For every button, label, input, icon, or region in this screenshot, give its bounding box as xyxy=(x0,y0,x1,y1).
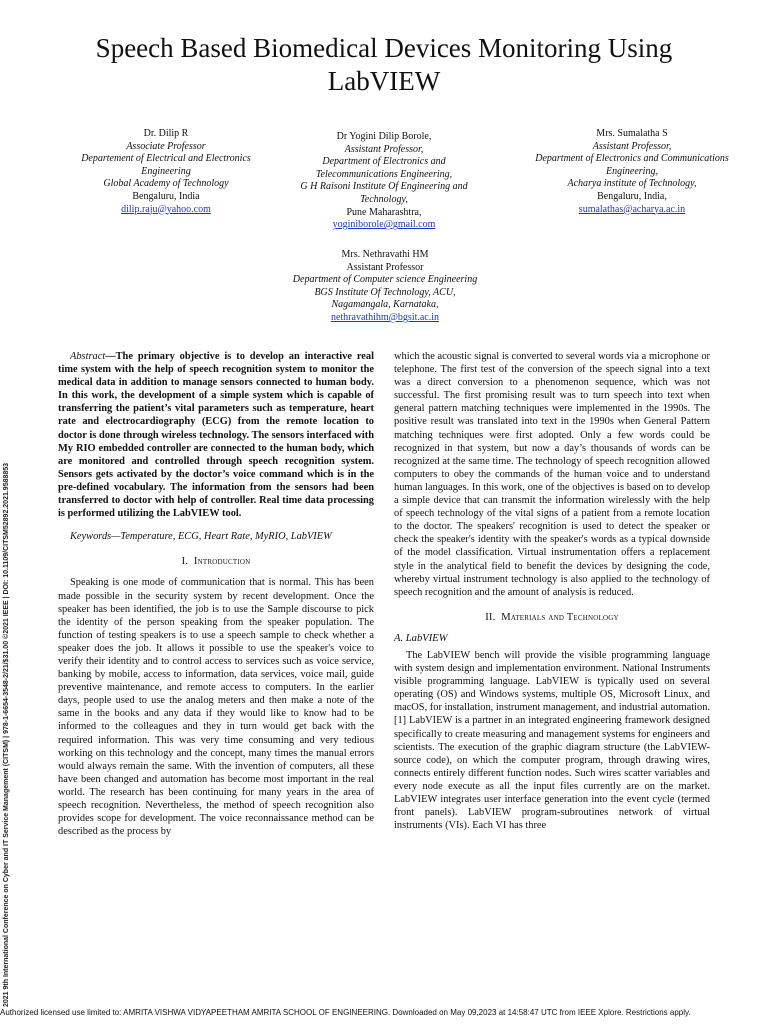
section-number: I. xyxy=(181,556,189,568)
abstract xyxy=(58,350,374,520)
author-department: Departement of Electrical and Electronics Engineering xyxy=(81,153,251,177)
author-block-4 xyxy=(292,249,478,325)
section-heading-introduction xyxy=(58,555,374,568)
author-name: Dr Yogini Dilip Borole, xyxy=(336,131,432,142)
left-column xyxy=(58,350,374,838)
author-institution: BGS Institute Of Technology, ACU, xyxy=(314,286,456,298)
author-role: Assistant Professor xyxy=(346,261,424,273)
author-name: Dr. Dilip R xyxy=(143,128,189,139)
section-title: Introduction xyxy=(193,556,251,568)
author-block-1 xyxy=(66,128,266,216)
author-role: Assistant Professor, xyxy=(344,143,424,155)
author-city: Pune Maharashtra, xyxy=(346,206,422,218)
keywords-body: —Temperature, ECG, Heart Rate, MyRIO, LabVIEW xyxy=(111,531,332,543)
author-department: Department of Electronics and Communications Engineering, xyxy=(535,153,729,177)
author-city: Nagamangala, Karnataka, xyxy=(331,299,439,311)
author-email-link[interactable]: dilip.raju@yahoo.com xyxy=(121,203,211,215)
subsection-heading-labview: A. LabVIEW xyxy=(394,632,448,644)
introduction-paragraph: Speaking is one mode of communication that is normal. This has been made possible in the security system by recent development. Once the speaker has been identified, the job is to use the Sample discourse to pick the identity of the person speaking from the speaker population. The function of testing speakers is to use a speech sample to check whether a speaker does the job. It allows it possible to use the speaker's voice to verify their identity and to control access to services such as voice service, banking by mobile, access to information, data services, voice mail, guide preventive maintenance, and remote access to computers. In the earlier days, people used to use the analog meters and then make a note of the same in the books and any data if they would like to know had to be informed to the colleagues and they in turn would get back with the required information. This was very time consuming and very tedious working on this technology and the concept, many times the manual errors would always remain the same. With the invention of computers, all these have been changed and automation has become most important in the real world. The research has been continuing for many years in the area of speech recognition. Nevertheless, the method of speech recognition also provides scope for development. The voice reconnaissance method can be described as the process by xyxy=(58,577,374,838)
author-email-link[interactable]: yoginiborole@gmail.com xyxy=(332,219,436,231)
author-department: Department of Electronics and Telecommunications Engineering, xyxy=(315,156,453,180)
keywords xyxy=(58,530,374,543)
author-email-link[interactable]: nethravathihm@bgsit.ac.in xyxy=(330,311,440,323)
right-column xyxy=(394,350,710,832)
author-institution: G H Raisoni Institute Of Engineering and Technology, xyxy=(300,181,468,205)
author-role: Associate Professor xyxy=(126,140,206,152)
author-city: Bengaluru, India, xyxy=(597,190,667,202)
labview-paragraph: The LabVIEW bench will provide the visible programming language with system design and implementation environment. National Instruments visible programming language. LabVIEW is typically used on several operating (OS) and Windows systems, multiple OS, Microsoft Linux, and macOS, for installation, instrument management, and industrial automation.[1] LabVIEW is a partner in an integrated engineering framework designed specifically to create measuring and management systems for engineers and scientists. The execution of the graphic diagram structure (the LabVIEW-source code), on which the computer program, through drawing wires, connects entirely different function nodes. Such wires scatter variables and every node execute as all the input files currently are on the market. LabVIEW integrates user interface generation into the event cycle (termed front panels). LabVIEW program-subroutines network of virtual instruments (VIs). Each VI has three xyxy=(394,649,710,832)
author-name: Mrs. Sumalatha S xyxy=(596,128,668,139)
author-role: Assistant Professor, xyxy=(592,140,672,152)
introduction-continued-paragraph: which the acoustic signal is converted to several words via a microphone or telephone. The first test of the conversion of the speech signal into a text was a direct conversion to a phenomenon sequence, which was not successful. The first promising result was to turn speech into text when general pattern matching techniques were implemented in the 1990s. The positive result was translated into text in the 1990s when General Pattern matching techniques were first adopted. Only a few words could be recognized in that system, but now a day’s thousands of words can be recognized at the same time. The technology of speech recognition allowed computers to obey the commands of the human voice and to understand human languages. In this work, one of the objectives is based on to develop a simple device that can transmit the information wirelessly with the help of speech technology of the vital signs of a patient from a remote location to the doctor. The speakers' recognition is used to detect the speaker or check the speaker's identity with the speaker's words as a typical downside of the model classification. Virtual instrumentation offers a replacement style in the analytical field to benefit the devices by designing the code, whereby virtual instrument technology is also applied to the technology of speech recognition and the amount of analysis is reduced. xyxy=(394,351,710,598)
author-email-link[interactable]: sumalathas@acharya.ac.in xyxy=(578,203,686,215)
author-city: Bengaluru, India xyxy=(132,190,200,202)
abstract-body: —The primary objective is to develop an interactive real time system with the help of speech recognition system to monitor the medical data in addition to manage sensors connected to human body. In this work, the development of a simple system which is capable of transferring the patient’s vital parameters such as temperature, heart rate and electrocardiography (ECG) from the remote location to doctor is done through wireless technology. The sensors interfaced with My RIO embedded controller are connected to the human body, which are monitored and controlled through speech recognition system. Sensors gets activated by the doctor’s voice command which is in the pre-defined vocabulary. The information from the sensors had been transferred to doctor with help of controller. Real time data processing is performed utilizing the LabVIEW tool. xyxy=(58,351,374,520)
paper-title: Speech Based Biomedical Devices Monitoring Using LabVIEW xyxy=(95,33,673,96)
author-institution: Global Academy of Technology xyxy=(103,178,229,190)
conference-sideband: 2021 9th International Conference on Cyber and IT Service Management (CITSM) | 978-1-6654-3548-2/21/$31.00 ©2021 IEEE | DOI: 10.1109/CITSM52892.2021.9588853 xyxy=(3,462,10,1007)
section-title: Materials and Technology xyxy=(501,611,619,623)
author-name: Mrs. Nethravathi HM xyxy=(341,249,429,260)
author-block-2 xyxy=(286,131,482,232)
keywords-label: Keywords xyxy=(70,531,112,543)
abstract-label: Abstract xyxy=(70,351,106,362)
license-footer: Authorized licensed use limited to: AMRITA VISHWA VIDYAPEETHAM AMRITA SCHOOL OF ENGINEERING. Downloaded on May 09,2023 at 14:58:47 UTC from IEEE Xplore. Restrictions apply. xyxy=(0,1008,691,1017)
author-institution: Acharya institute of Technology, xyxy=(567,178,697,190)
author-department: Department of Computer science Engineering xyxy=(292,274,478,286)
section-heading-materials xyxy=(394,611,710,624)
section-number: II. xyxy=(485,611,496,623)
author-block-3 xyxy=(532,128,732,216)
